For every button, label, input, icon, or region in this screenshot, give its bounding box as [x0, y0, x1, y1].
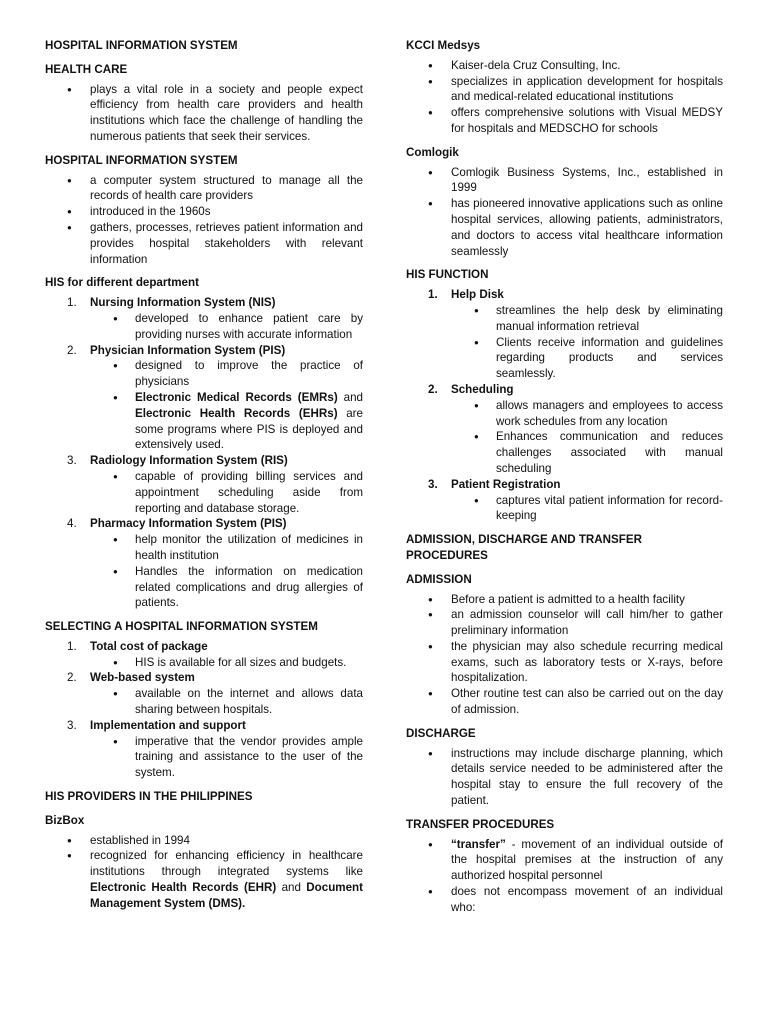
- sub-item: ● available on the internet and allows data sharing between hospitals.: [90, 686, 363, 718]
- his-heading: HOSPITAL INFORMATION SYSTEM: [45, 153, 238, 167]
- body-text: - movement of an individual outside of the hospital premises at the instruction of any authorized hospital personnel: [451, 837, 723, 883]
- left-column: [45, 38, 363, 912]
- function-item: [406, 287, 723, 382]
- sub-list: [451, 398, 723, 477]
- right-column: [406, 38, 723, 916]
- doc-title: HOSPITAL INFORMATION SYSTEM: [45, 39, 238, 52]
- function-list: [406, 287, 723, 524]
- bold-term: Electronic Health Records (EHRs): [135, 406, 338, 420]
- body-text: are some programs where PIS is deployed and extensively used.: [135, 406, 363, 452]
- sub-item: ● HIS is available for all sizes and budgets.: [90, 655, 363, 671]
- sub-item: [90, 390, 363, 453]
- kcci-heading: KCCI Medsys: [406, 39, 481, 52]
- list-item: ● has pioneered innovative applications such as online hospital services, allowing patients, administrators, and doctors to access vital healthcare information seamlessly: [406, 196, 723, 259]
- function-item: [406, 477, 723, 524]
- sub-item: ● captures vital patient information for record-keeping: [451, 493, 723, 525]
- transfer-heading: TRANSFER PROCEDURES: [406, 817, 555, 831]
- list-item: [406, 837, 723, 884]
- item-title: Physician Information System (PIS): [90, 343, 286, 357]
- item-title: Nursing Information System (NIS): [90, 296, 276, 310]
- connector-text: and: [276, 881, 307, 895]
- list-item: ● the physician may also schedule recurring medical exams, such as laboratory tests or X-rays, before hospitalization.: [406, 639, 723, 686]
- selecting-item: [45, 670, 363, 717]
- dept-item: [45, 453, 363, 516]
- discharge-list: [406, 746, 723, 809]
- sub-item: ● imperative that the vendor provides ample training and assistance to the user of the system.: [90, 734, 363, 781]
- sub-list: [90, 469, 363, 516]
- sub-item: ● streamlines the help desk by eliminating manual information retrieval: [451, 303, 723, 335]
- bold-term: Electronic Health Records (EHR): [90, 881, 277, 895]
- comlogik-list: [406, 165, 723, 260]
- discharge-heading: DISCHARGE: [406, 726, 476, 740]
- sub-list: [90, 358, 363, 453]
- sub-list: [90, 655, 363, 671]
- sub-item: ● designed to improve the practice of physicians: [90, 358, 363, 390]
- dept-item: [45, 516, 363, 611]
- list-item: ● Kaiser-dela Cruz Consulting, Inc.: [406, 58, 723, 74]
- item-number: 1.: [67, 639, 77, 653]
- dept-list: [45, 295, 363, 611]
- function-item: [406, 382, 723, 477]
- item-title: Web-based system: [90, 671, 195, 685]
- connector-text: and: [337, 390, 363, 404]
- sub-item: ● Handles the information on medication related complications and drug allergies of patients.: [90, 564, 363, 611]
- item-title: Pharmacy Information System (PIS): [90, 517, 287, 531]
- item-number: 2.: [428, 382, 438, 396]
- dept-item: [45, 343, 363, 454]
- list-item: [45, 848, 363, 911]
- bold-term: “transfer”: [451, 837, 506, 851]
- item-number: 3.: [67, 454, 77, 468]
- sub-list: [90, 686, 363, 718]
- item-title: Patient Registration: [451, 477, 561, 491]
- list-item: ● offers comprehensive solutions with Visual MEDSY for hospitals and MEDSCHO for schools: [406, 105, 723, 137]
- sub-item: ● developed to enhance patient care by providing nurses with accurate information: [90, 311, 363, 343]
- bold-term: Document Management System (DMS).: [90, 881, 363, 910]
- adt-heading: ADMISSION, DISCHARGE AND TRANSFER PROCEDURES: [406, 533, 642, 562]
- item-number: 3.: [428, 477, 438, 491]
- sub-list: [90, 734, 363, 781]
- list-item: ● Other routine test can also be carried out on the day of admission.: [406, 686, 723, 718]
- admission-heading: ADMISSION: [406, 572, 472, 586]
- item-number: 1.: [67, 296, 77, 310]
- his-list: [45, 173, 363, 268]
- item-title: Scheduling: [451, 382, 514, 396]
- sub-list: [90, 311, 363, 343]
- item-number: 4.: [67, 517, 77, 531]
- sub-list: [451, 303, 723, 382]
- selecting-item: [45, 718, 363, 781]
- function-heading: HIS FUNCTION: [406, 268, 489, 282]
- item-number: 2.: [67, 671, 77, 685]
- sub-item: ● help monitor the utilization of medicines in health institution: [90, 532, 363, 564]
- sub-list: [451, 493, 723, 525]
- list-item: ● introduced in the 1960s: [45, 204, 363, 220]
- selecting-list: [45, 639, 363, 781]
- dept-item: [45, 295, 363, 342]
- health-care-list: [45, 82, 363, 145]
- sub-item: ● Clients receive information and guidelines regarding products and services seamlessly.: [451, 335, 723, 382]
- list-item: ● instructions may include discharge planning, which details service needed to be administered after the hospital stay to ensure the full recovery of the patient.: [406, 746, 723, 809]
- bold-term: Electronic Medical Records (EMRs): [135, 390, 338, 404]
- item-number: 1.: [428, 288, 438, 302]
- item-title: Implementation and support: [90, 718, 246, 732]
- list-item: ● an admission counselor will call him/her to gather preliminary information: [406, 607, 723, 639]
- list-item: ● does not encompass movement of an individual who:: [406, 884, 723, 916]
- bizbox-heading: BizBox: [45, 813, 85, 827]
- list-item: ● specializes in application development for hospitals and medical-related educational institutions: [406, 74, 723, 106]
- comlogik-heading: Comlogik: [406, 145, 459, 159]
- list-item: ● gathers, processes, retrieves patient information and provides hospital stakeholders with relevant information: [45, 220, 363, 267]
- item-title: Help Disk: [451, 288, 504, 302]
- providers-heading: HIS PROVIDERS IN THE PHILIPPINES: [45, 790, 253, 804]
- list-item: ● Comlogik Business Systems, Inc., established in 1999: [406, 165, 723, 197]
- sub-item: ● Enhances communication and reduces challenges associated with manual scheduling: [451, 429, 723, 476]
- dept-heading: HIS for different department: [45, 276, 199, 290]
- sub-list: [90, 532, 363, 611]
- admission-list: [406, 592, 723, 718]
- transfer-list: [406, 837, 723, 916]
- sub-item: ● allows managers and employees to access work schedules from any location: [451, 398, 723, 430]
- sub-item: ● capable of providing billing services and appointment scheduling aside from reporting and database storage.: [90, 469, 363, 516]
- item-title: Total cost of package: [90, 639, 208, 653]
- selecting-item: [45, 639, 363, 671]
- item-title: Radiology Information System (RIS): [90, 454, 288, 468]
- list-item: ● established in 1994: [45, 833, 363, 849]
- list-item: ● plays a vital role in a society and people expect efficiency from health care providers and health institutions which face the challenge of handling the numerous patients that seek their services.: [45, 82, 363, 145]
- selecting-heading: SELECTING A HOSPITAL INFORMATION SYSTEM: [45, 620, 318, 634]
- bizbox-list: [45, 833, 363, 912]
- body-text: recognized for enhancing efficiency in healthcare institutions through integrated systems like: [90, 849, 363, 879]
- item-number: 3.: [67, 718, 77, 732]
- health-care-heading: HEALTH CARE: [45, 62, 128, 76]
- list-item: ● a computer system structured to manage all the records of health care providers: [45, 173, 363, 205]
- list-item: ● Before a patient is admitted to a health facility: [406, 592, 723, 608]
- kcci-list: [406, 58, 723, 137]
- item-number: 2.: [67, 343, 77, 357]
